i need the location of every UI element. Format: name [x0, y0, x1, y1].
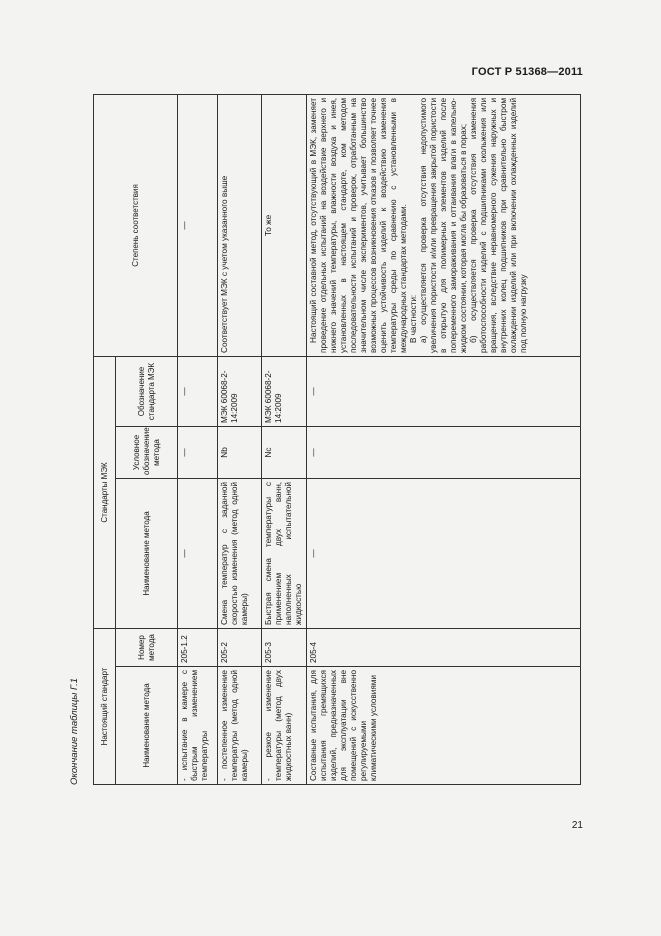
table-row: [307, 94, 581, 784]
cell-method-name: - резкое изменение температуры (метод двух жидкостных ванн): [262, 667, 307, 785]
cell-iec-method-name: Смена температур с заданной скоростью изменения (метод одной камеры): [218, 478, 262, 628]
cell-condition: Nb: [218, 426, 262, 478]
cell-iec-designation: —: [307, 356, 581, 426]
group-header-iec: Стандарты МЭК: [94, 356, 116, 628]
cell-condition: Nc: [262, 426, 307, 478]
degree-paragraph: В частности:: [409, 294, 418, 343]
column-header-condition: Условное обозначение метода: [116, 426, 178, 478]
cell-method-name: - постепенное изменение температуры (метод одной камеры): [218, 667, 262, 785]
column-header-method-number: Номер метода: [116, 628, 178, 666]
cell-degree: То же: [262, 94, 307, 356]
page-number: 21: [571, 820, 583, 831]
cell-degree-description: [307, 94, 581, 356]
column-header-iec-designation: Обозначение стандарта МЭК: [116, 356, 178, 426]
column-header-degree: Степень соответствия: [94, 94, 178, 356]
cell-iec-designation: —: [178, 356, 218, 426]
column-header-iec-method-name: Наименование метода: [116, 478, 178, 628]
cell-method-number: 205-4: [307, 628, 581, 666]
cell-iec-designation: МЭК 60068-2-14:2009: [218, 356, 262, 426]
cell-degree: —: [178, 94, 218, 356]
comparison-table: [93, 94, 581, 785]
cell-condition: —: [178, 426, 218, 478]
cell-method-number: 205-3: [262, 628, 307, 666]
cell-method-name: - испытание в камере с быстрым изменением температуры: [178, 667, 218, 785]
cell-method-name: Составные испытания, для испытания гремящихся изделий, предназначенных для эксплуатации вне помещений с искусственно регулируемыми климатическими условиями: [307, 667, 581, 785]
cell-iec-designation: МЭК 60068-2-14:2009: [262, 356, 307, 426]
cell-method-number: 205-2: [218, 628, 262, 666]
rotated-table-block: [65, 95, 585, 785]
degree-paragraph: а) осуществляется проверка отсутствия недопустимого увеличения пористости и/или превращения закрытой пористости в открытую для полимерных элементов изделий после попеременного замораживания и оттаивания влаги в капельно-жидком состоянии, которая могла бы образоваться в порах;: [419, 97, 468, 353]
standard-header: ГОСТ Р 51368—2011: [471, 66, 583, 78]
cell-iec-method-name: —: [178, 478, 218, 628]
cell-iec-method-name: —: [307, 478, 581, 628]
degree-paragraph: б) осуществляется проверка отсутствия изменения работоспособности изделий с подшипниками скольжения или вращения, вследствие неравномерного сужения наружных и внутренних колец подшипников при сравнительно быстром охлаждении изделий или при включении охлажденных изделий под полную нагрузку: [469, 97, 528, 353]
table-row: [262, 94, 307, 784]
table-row: [218, 94, 262, 784]
cell-iec-method-name: Быстрая смена температуры с применением двух ванн, наполненных испытательной жидкостью: [262, 478, 307, 628]
cell-degree: Соответствует МЭК с учетом указанного выше: [218, 94, 262, 356]
degree-paragraph: Настоящий составной метод, отсутствующий в МЭК, заменяет проведение отдельных испытаний на воздействие верхнего и нижнего значений температуры, влажности воздуха и инея, установленных в настоящем стандарте, ком методом последовательности испытаний и проверок, отработанным на значительном числе экспериментов, учитывает большинство возможных процессов возникновения отказов и позволяет точнее оценить устойчивость изделий к воздействию изменения температуры среды по сравнению с установленными в международных стандартах методами.: [309, 97, 408, 353]
table-row: [178, 94, 218, 784]
cell-method-number: 205-1.2: [178, 628, 218, 666]
column-header-method-name: Наименование метода: [116, 667, 178, 785]
cell-condition: —: [307, 426, 581, 478]
group-header-national: Настоящий стандарт: [94, 628, 116, 784]
table-caption: Окончание таблицы Г.1: [69, 677, 80, 785]
